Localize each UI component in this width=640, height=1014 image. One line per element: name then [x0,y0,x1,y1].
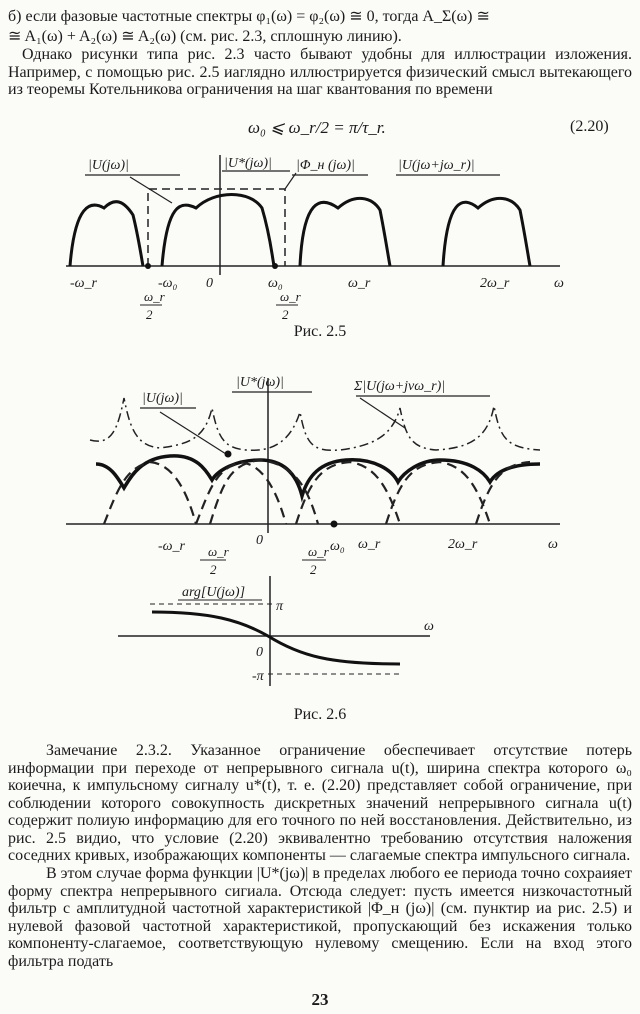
spectrum-component-main [162,195,274,267]
frac-neg-num: ω_r [144,289,165,304]
tick-2wr: 2ω_r [448,537,478,552]
equation-2-20: ω₀ ⩽ ω_r/2 = π/τ_r. [248,118,386,137]
paragraph-filter: В этом случае форма функции |U*(jω)| в пределах любого ее периода точно сохраияет форму спектра непрерывного сигиала. Отсюда следует: пусть имеется низкочастотный фильтр с амплитудной частотной характеристикой |Φ_н (jω)| (см. пунктир иа рис. 2.5) и нулевой фазовой частотной характеристикой, пропускающий без искажения только компоненту-слагаемое, соответствующую нулевому смещению. Если на вход этого фильтра подать [8,865,632,970]
figure-2-6 [0,368,640,698]
tick-omega: ω [548,537,558,552]
label-Ustar: |U*(jω)| [224,156,272,171]
tick-neg-wr: -ω_r [158,539,185,554]
tick-w0: ω₀ [268,276,283,291]
frac-neg-den: 2 [146,307,153,322]
label-sum: Σ|U(jω+jνω_r)| [354,379,446,394]
tick-zero: 0 [206,276,213,291]
label-Phi: |Φ_н (jω)| [296,158,355,173]
spectrum-component-shift1 [300,198,390,266]
omega-label: ω [424,619,434,634]
frac-pos-num: ω_r [280,289,301,304]
dot-neg-w0 [145,263,151,269]
label-Ustar: |U*(jω)| [236,375,284,390]
paragraph-intro-line2: ≅ A₁(ω) + A₂(ω) ≅ A₂(ω) (см. рис. 2.3, сплошную линию). [8,28,402,45]
page-number: 23 [311,990,329,1009]
tick-w0: ω₀ [330,539,345,554]
figure-2-5 [0,145,640,345]
phase-curve [152,612,400,664]
frac-neg-den: 2 [210,562,217,577]
tick-wr: ω_r [348,276,371,291]
frac-pos-den: 2 [282,307,289,322]
tick-neg-wr: -ω_r [70,276,97,291]
zero-label: 0 [256,645,263,660]
paragraph-intro-line1: б) если фазовые частотные спектры φ₁(ω) = φ₂(ω) ≅ 0, тогда A_Σ(ω) ≅ [8,8,490,25]
caption-fig-2-5: Рис. 2.5 [293,323,347,340]
dot-w0 [331,521,338,528]
label-U: |U(jω)| [142,391,183,406]
neg-pi-label: -π [252,669,264,684]
arg-label: arg[U(jω)] [182,585,246,600]
tick-omega: ω [554,276,564,291]
equation-number: (2.20) [570,118,609,135]
frac-pos-num: ω_r [308,544,329,559]
paragraph-remark: Замечание 2.3.2. Указанное ограничение обеспечивает отсутствие потерь информации при переходе от непрерывного сигнала u(t), ширина спектра которого ω₀ коиечна, к импульсному сигналу u*(t), т. е. (2.20) представляет собой ограничение, при соблюдении которого совокупность дискретных значений непрерывного сигнала u(t) содержит полиую информацию для его точного по ней восстановления. Действительно, из рис. 2.5 видио, что условие (2.20) эквивалентно требованию отсутствия наложения соседних кривых, изображающих компоненты — слагаемые спектра импульсного сигнала. [8,742,632,864]
tick-neg-w0: -ω₀ [158,276,178,291]
label-U: |U(jω)| [88,158,129,173]
dot-neg [225,451,232,458]
spectrum-component-1 [70,202,143,266]
tick-2wr: 2ω_r [480,276,510,291]
label-shift: |U(jω+jω_r)| [398,158,475,173]
frac-neg-num: ω_r [208,544,229,559]
pi-label: π [276,599,284,614]
paragraph-kotelnikov: Однако рисунки типа рис. 2.3 часто бывают удобны для иллюстрации изложения. Например, с помощью рис. 2.5 иаглядно иллюстрируется физический смысл вытекающего из теоремы Котельникова ограничения на шаг квантования по времени [8,46,632,98]
tick-wr: ω_r [358,537,381,552]
tick-zero: 0 [256,533,263,548]
frac-pos-den: 2 [310,562,317,577]
spectrum-component-shift2 [443,198,530,266]
caption-fig-2-6: Рис. 2.6 [293,706,347,723]
dot-pos-w0 [272,263,278,269]
